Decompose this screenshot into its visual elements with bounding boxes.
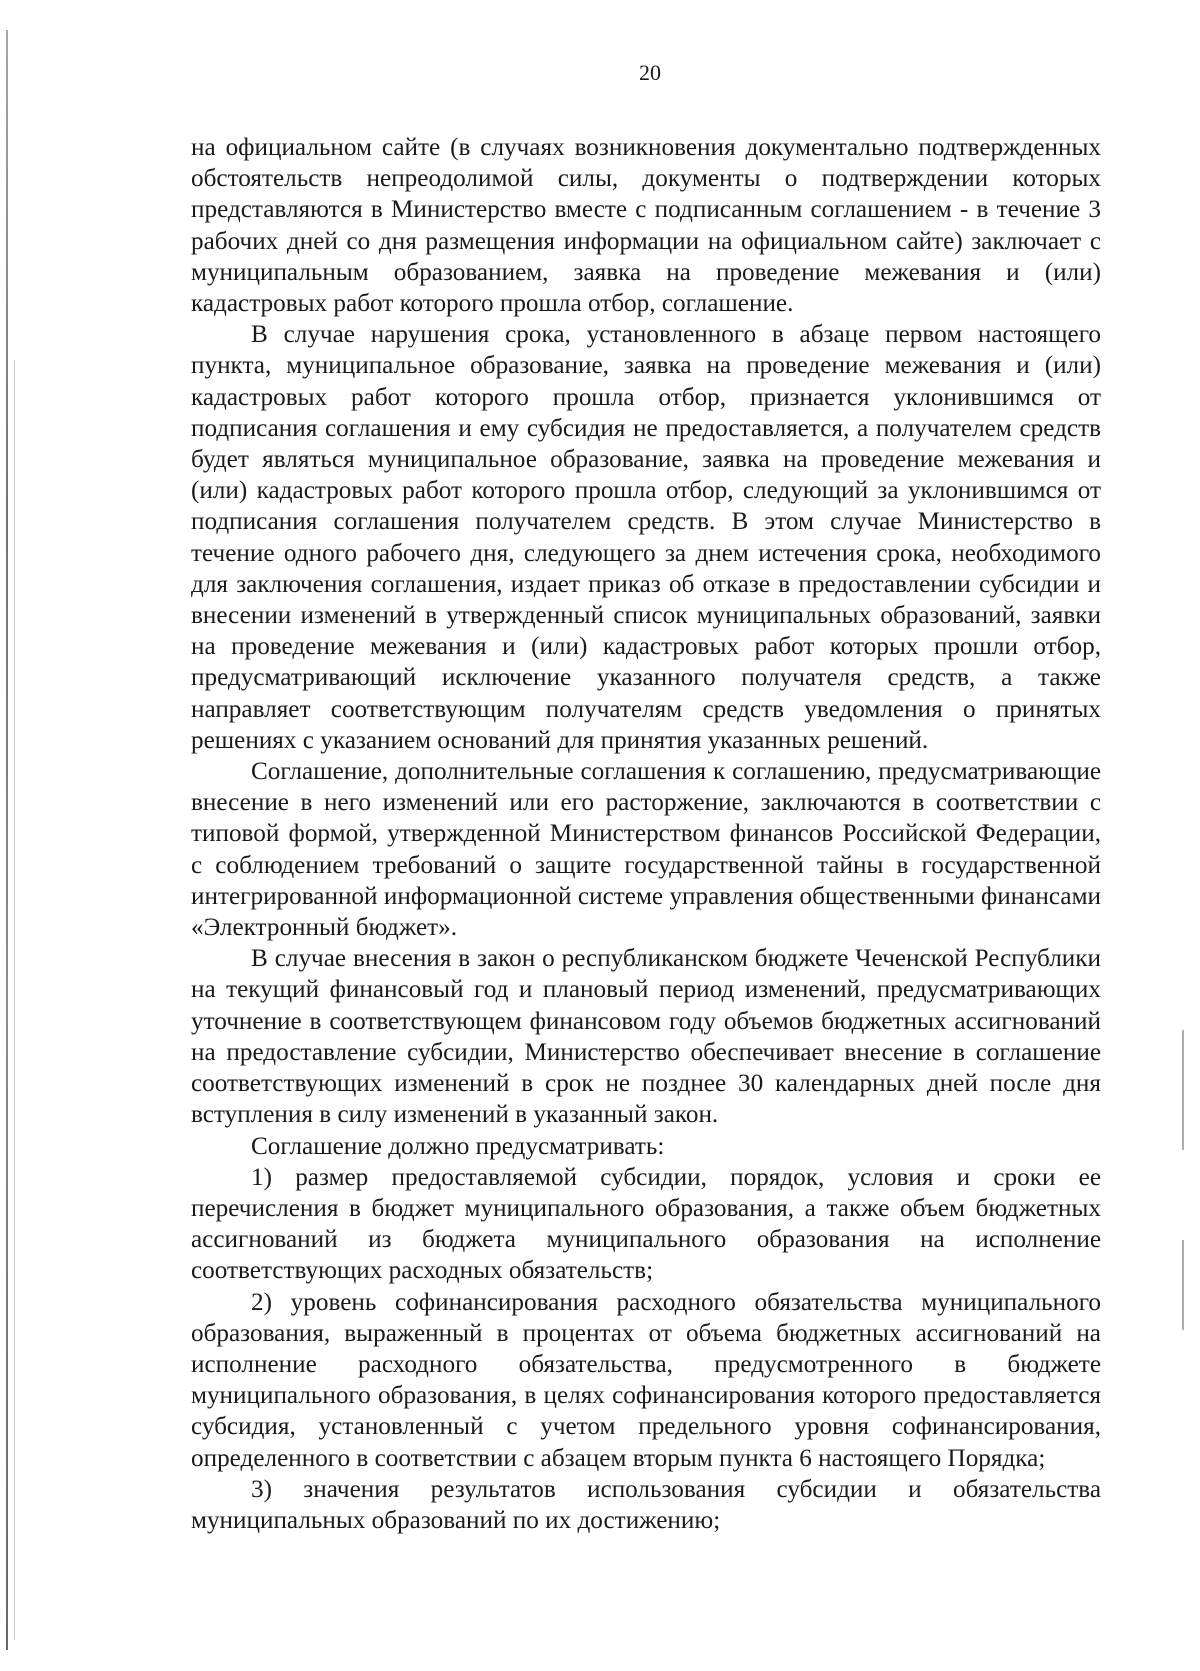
scan-mark-right-1 bbox=[1182, 1030, 1184, 1150]
paragraph-5: Соглашение должно предусматривать: bbox=[251, 1132, 665, 1160]
paragraph-4: В случае внесения в закон о республиканском бюджете Чеченской Республики на текущий финансовый год и плановый период изменений, предусматривающих уточнение в соответствующем финансовом году объемов бюджетных ассигнований на предоставление субсидии, Министерство обеспечивает внесение в соглашение соответствующих изменений в срок не позднее 30 календарных дней после дня вступления в силу изменений в указанный закон. bbox=[191, 945, 1101, 1129]
paragraph-7: 2) уровень софинансирования расходного обязательства муниципального образования, выраженный в процентах от объема бюджетных ассигнований на исполнение расходного обязательства, предусмотренного в бюджете муниципального образования, в целях софинансирования которого предоставляется субсидия, установленный с учетом предельного уровня софинансирования, определенного в соответствии с абзацем вторым пункта 6 настоящего Порядка; bbox=[191, 1288, 1101, 1472]
scan-mark-right-2 bbox=[1182, 1240, 1184, 1330]
paragraph-3: Соглашение, дополнительные соглашения к соглашению, предусматривающие внесение в него изменений или его расторжение, заключаются в соответствии с типовой формой, утвержденной Министерством финансов Российской Федерации, с соблюдением требований о защите государственной тайны в государственной интегрированной информационной системе управления общественными финансами «Электронный бюджет». bbox=[191, 758, 1101, 942]
document-body bbox=[191, 132, 1101, 1536]
paragraph-8: 3) значения результатов использования субсидии и обязательства муниципальных образований по их достижению; bbox=[191, 1475, 1101, 1534]
paragraph-6: 1) размер предоставляемой субсидии, порядок, условия и сроки ее перечисления в бюджет муниципального образования, а также объем бюджетных ассигнований из бюджета муниципального образования на исполнение соответствующих расходных обязательств; bbox=[191, 1163, 1101, 1285]
scan-edge-left bbox=[6, 30, 8, 1650]
page-number: 20 bbox=[639, 60, 661, 85]
paragraph-1: на официальном сайте (в случаях возникновения документально подтвержденных обстоятельств непреодолимой силы, документы о подтверждении которых представляются в Министерство вместе с подписанным соглашением - в течение 3 рабочих дней со дня размещения информации на официальном сайте) заключает с муниципальным образованием, заявка на проведение межевания и (или) кадастровых работ которого прошла отбор, соглашение. bbox=[191, 134, 1101, 318]
scan-edge-left-inner bbox=[14, 360, 15, 1640]
paragraph-2: В случае нарушения срока, установленного в абзаце первом настоящего пункта, муниципальное образование, заявка на проведение межевания и (или) кадастровых работ которого прошла отбор, признается уклонившимся от подписания соглашения и ему субсидия не предоставляется, а получателем средств будет являться муниципальное образование, заявка на проведение межевания и (или) кадастровых работ которого прошла отбор, следующий за уклонившимся от подписания соглашения получателем средств. В этом случае Министерство в течение одного рабочего дня, следующего за днем истечения срока, необходимого для заключения соглашения, издает приказ об отказе в предоставлении субсидии и внесении изменений в утвержденный список муниципальных образований, заявки на проведение межевания и (или) кадастровых работ которых прошли отбор, предусматривающий исключение указанного получателя средств, а также направляет соответствующим получателям средств уведомления о принятых решениях с указанием оснований для принятия указанных решений. bbox=[191, 321, 1101, 754]
